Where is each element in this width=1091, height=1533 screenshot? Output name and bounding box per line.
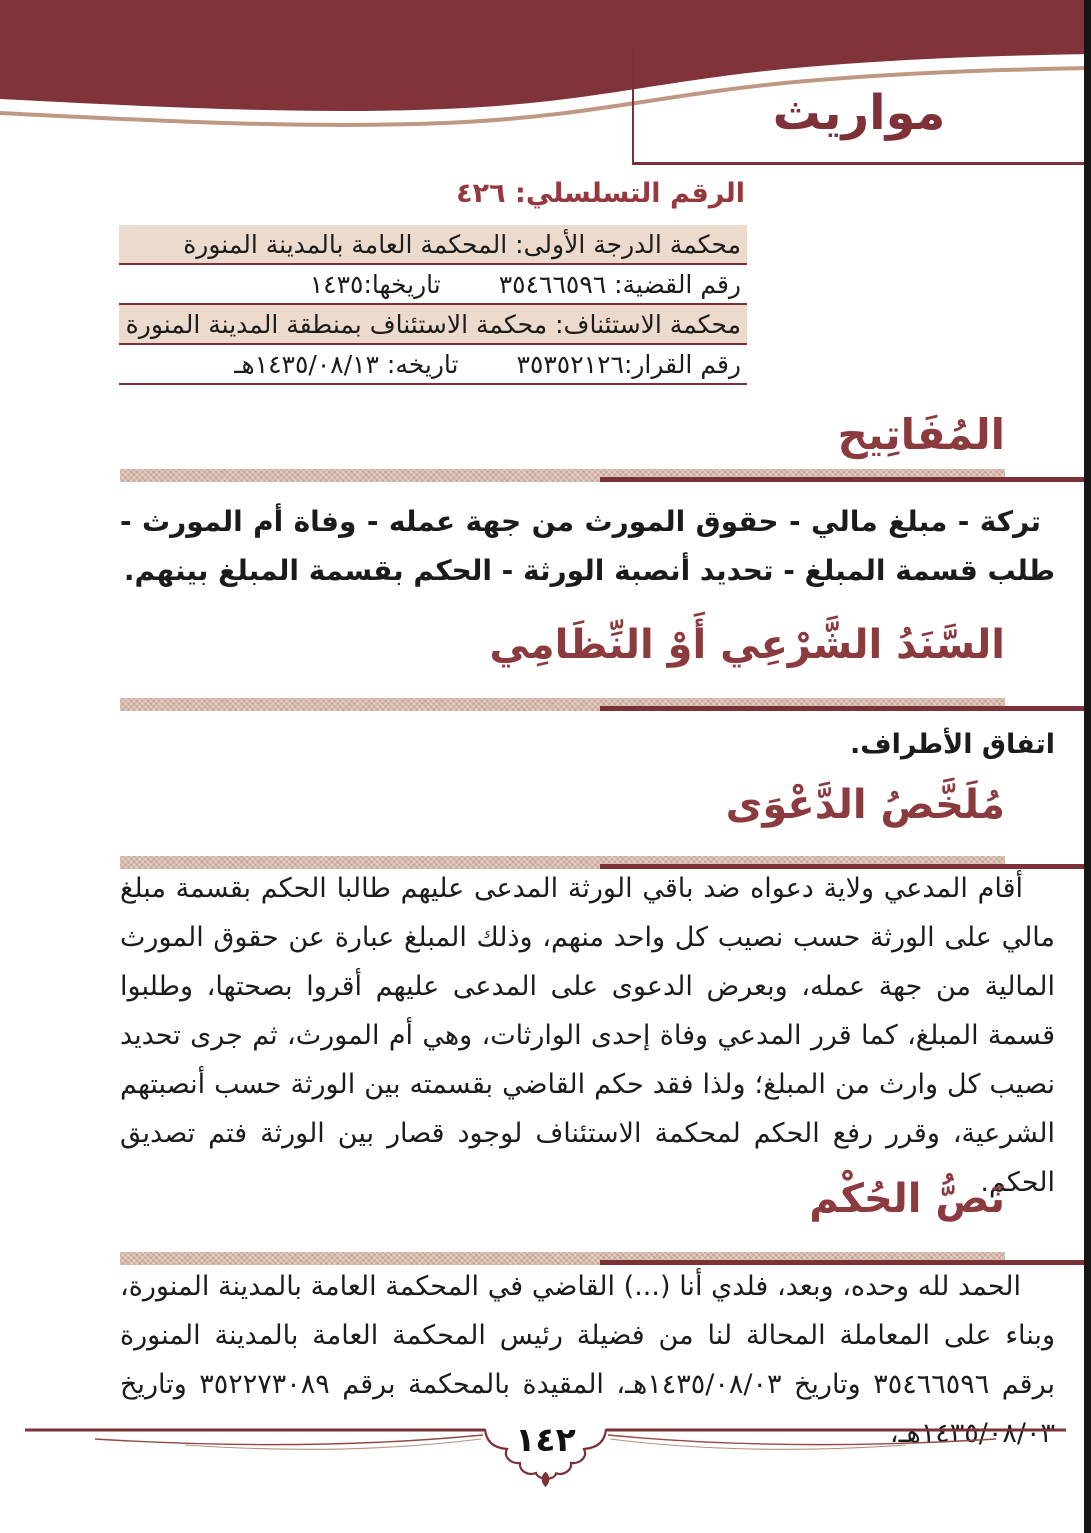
section-heading-summary: مُلَخَّصُ الدَّعْوَى: [725, 782, 1005, 828]
decision-number: رقم القرار:٣٥٣٥٢١٢٦: [516, 349, 741, 379]
section-heading-keys: المُفَاتِيح: [837, 410, 1005, 459]
appeal-court-label: محكمة الاستئناف: محكمة الاستئناف بمنطقة المدينة المنورة: [125, 309, 741, 339]
section-divider: [120, 469, 1005, 482]
divider-maroon-bar: [600, 477, 1091, 482]
divider-maroon-bar: [600, 706, 1091, 711]
case-date: تاريخها:١٤٣٥: [309, 269, 441, 299]
keys-body: تركة - مبلغ مالي - حقوق المورث من جهة عمله - وفاة أم المورث - طلب قسمة المبلغ - تحديد أنصبة الورثة - الحكم بقسمة المبلغ بينهم.: [120, 505, 1055, 587]
decision-date: تاريخه: ١٤٣٥/٠٨/١٣هـ: [234, 349, 459, 379]
first-court-label: محكمة الدرجة الأولى: المحكمة العامة بالمدينة المنورة: [183, 229, 741, 259]
category-title: مواريث: [772, 85, 946, 141]
section-divider: [120, 698, 1005, 711]
legal-basis-body: اتفاق الأطراف.: [850, 729, 1055, 760]
category-title-box: [632, 50, 1084, 165]
page-number: ١٤٢: [515, 1420, 576, 1459]
judgment-body: الحمد لله وحده، وبعد، فلدي أنا (...) القاضي في المحكمة العامة بالمدينة المنورة، وبناء على المعاملة المحالة لنا من فضيلة رئيس المحكمة العامة بالمدينة المنورة برقم ٣٥٤٦٦٥٩٦ وتاريخ ١٤٣٥/٠٨/٠٣هـ، المقيدة بالمحكمة برقم ٣٥٢٢٧٣٠٨٩ وتاريخ ١٤٣٥/٠٨/٠٣هـ،: [120, 1271, 1055, 1449]
table-row-appeal-court: [119, 305, 747, 345]
summary-body: أقام المدعي ولاية دعواه ضد باقي الورثة المدعى عليهم طالبا الحكم بقسمة مبلغ مالي على الورثة حسب نصيب كل واحد منهم، وذلك المبلغ عبارة عن حقوق المورث المالية من جهة عمله، وبعرض الدعوى على المدعى عليهم أقروا بصحتها، وطلبوا قسمة المبلغ، كما قرر المدعي وفاة إحدى الوارثات، وهي أم المورث، ثم جرى تحديد نصيب كل وارث من المبلغ؛ ولذا فقد حكم القاضي بقسمته بين الورثة حسب أنصبتهم الشرعية، وقرر رفع الحكم لمحكمة الاستئناف لوجود قصار بين الورثة فتم تصديق الحكم.: [120, 873, 1055, 1198]
table-row-case-number: [119, 265, 747, 305]
serial-number: الرقم التسلسلي: ٤٢٦: [456, 178, 745, 209]
case-info-table: [119, 225, 747, 385]
table-row-first-court: [119, 225, 747, 265]
scan-edge-strip: [1084, 0, 1091, 1533]
table-row-decision-number: [119, 345, 747, 385]
section-heading-legal-basis: السَّنَدُ الشَّرْعِي أَوْ النِّظَامِي: [489, 622, 1005, 668]
case-number: رقم القضية: ٣٥٤٦٦٥٩٦: [498, 269, 741, 299]
section-heading-judgment: نَصُّ الحُكْم: [809, 1176, 1005, 1222]
